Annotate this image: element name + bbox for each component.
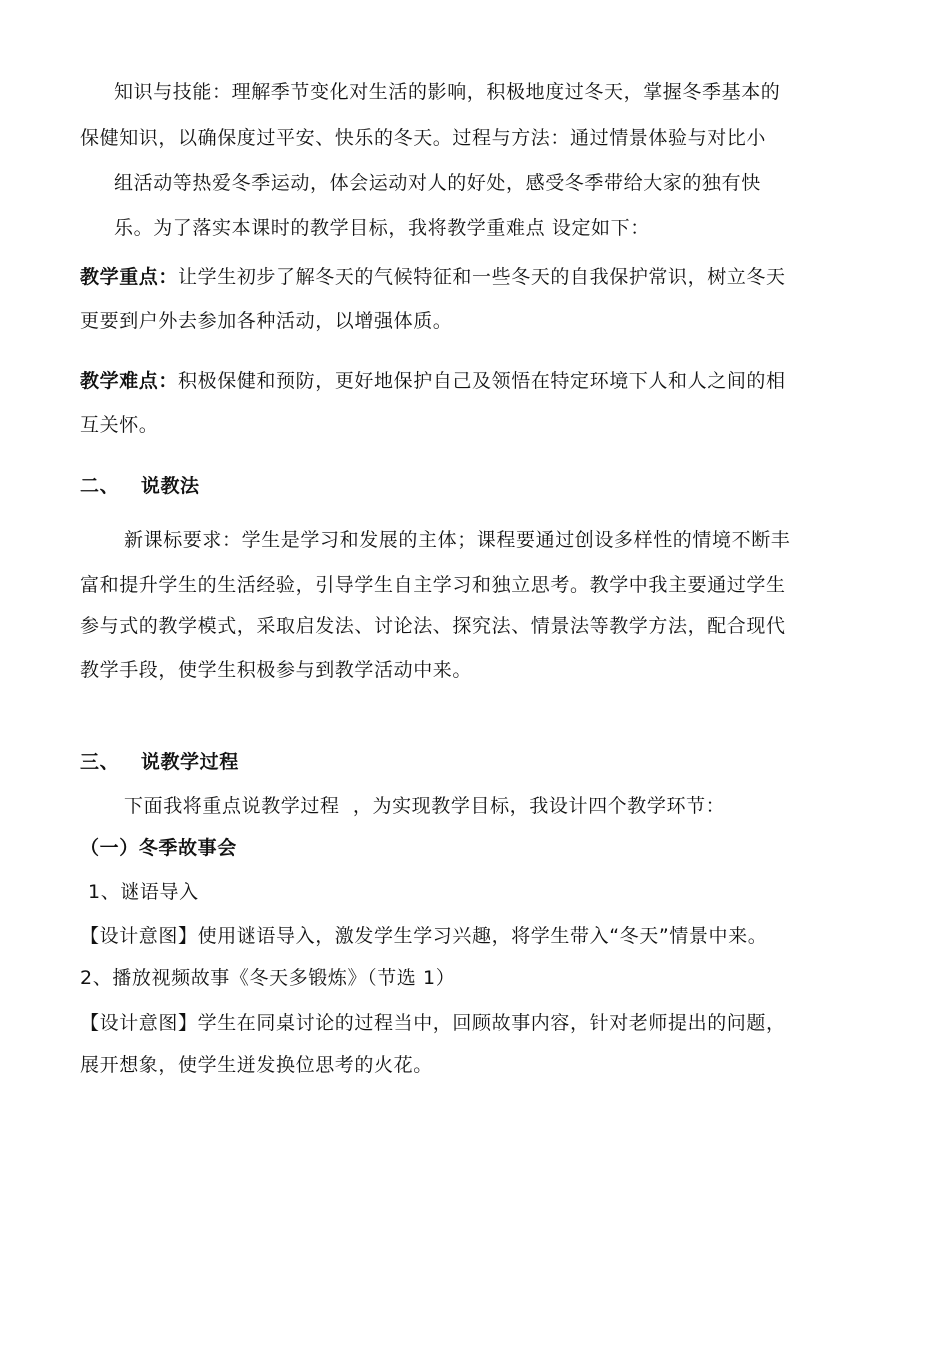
list-item: 1、谜语导入 [88, 881, 199, 903]
section-3-heading: 三、 说教学过程 [80, 751, 239, 773]
objectives-line: 乐。为了落实本课时的教学目标，我将教学重难点 设定如下： [114, 217, 650, 239]
section-2-heading: 二、 说教法 [80, 475, 200, 497]
method-line: 新课标要求：学生是学习和发展的主体；课程要通过创设多样性的情境不断丰 [124, 529, 791, 551]
key-point-line: 更要到户外去参加各种活动，以增强体质。 [80, 310, 453, 332]
difficulty-label: 教学难点： [80, 370, 179, 392]
objectives-line: 保健知识，以确保度过平安、快乐的冬天。过程与方法：通过情景体验与对比小 [80, 127, 767, 149]
design-intent: 展开想象，使学生迸发换位思考的火花。 [80, 1054, 433, 1076]
method-line: 参与式的教学模式，采取启发法、讨论法、探究法、情景法等教学方法，配合现代 [80, 615, 786, 637]
difficulty-line [80, 369, 786, 393]
subsection-heading: （一）冬季故事会 [80, 837, 237, 859]
objectives-line: 知识与技能：理解季节变化对生活的影响，积极地度过冬天，掌握冬季基本的 [114, 81, 781, 103]
method-line: 富和提升学生的生活经验，引导学生自主学习和独立思考。教学中我主要通过学生 [80, 574, 786, 596]
key-point-line [80, 265, 786, 289]
objectives-line: 组活动等热爱冬季运动，体会运动对人的好处，感受冬季带给大家的独有快 [114, 172, 761, 194]
design-intent: 【设计意图】学生在同桌讨论的过程当中，回顾故事内容，针对老师提出的问题， [80, 1012, 786, 1034]
method-line: 教学手段，使学生积极参与到教学活动中来。 [80, 659, 473, 681]
difficulty-text: 积极保健和预防，更好地保护自己及领悟在特定环境下人和人之间的相 [178, 370, 786, 392]
list-item: 2、播放视频故事《冬天多锻炼》（节选 1） [80, 967, 456, 989]
key-point-text: 让学生初步了解冬天的气候特征和一些冬天的自我保护常识，树立冬天 [178, 266, 786, 288]
process-intro: 下面我将重点说教学过程 ，为实现教学目标，我设计四个教学环节： [124, 795, 726, 817]
key-point-label: 教学重点： [80, 266, 179, 288]
design-intent: 【设计意图】使用谜语导入，激发学生学习兴趣，将学生带入“冬天”情景中来。 [80, 925, 768, 947]
difficulty-line: 互关怀。 [80, 414, 159, 436]
